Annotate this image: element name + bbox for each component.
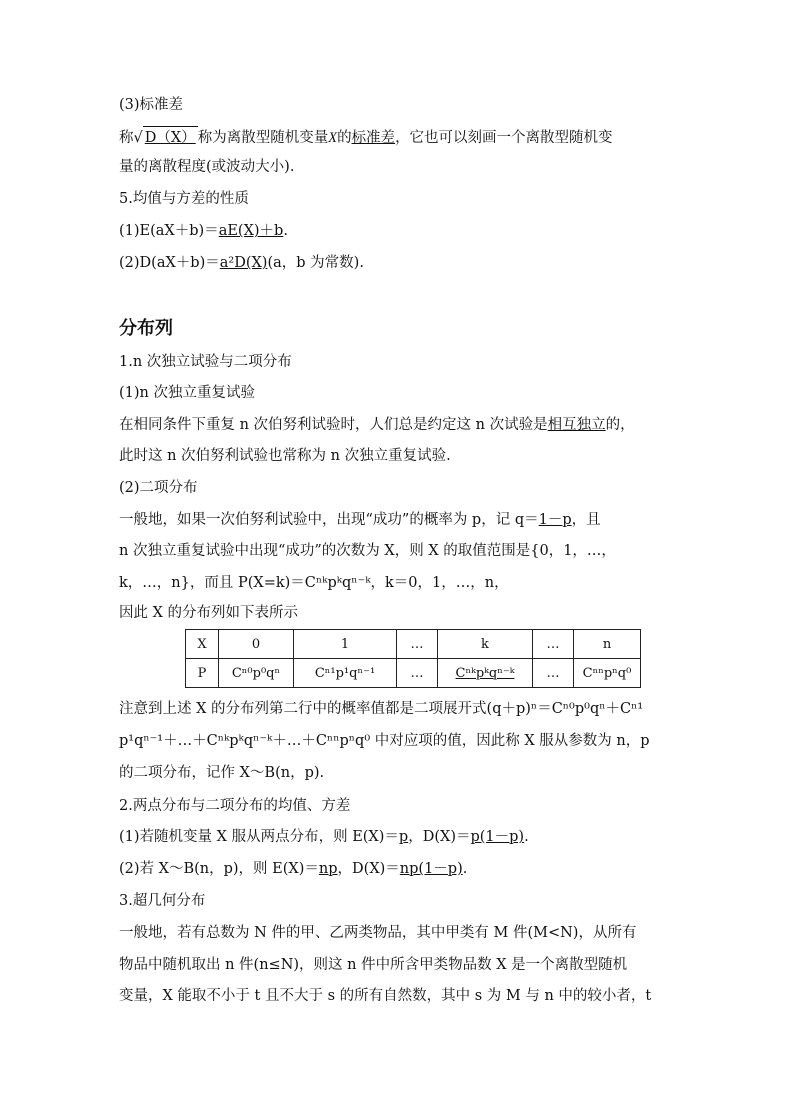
std-dev-term: 标准差 — [351, 130, 396, 146]
table-cell: … — [397, 659, 438, 688]
s1-line1 — [119, 414, 635, 436]
sec3-line1 — [119, 126, 613, 148]
s2-prop2 — [119, 858, 467, 880]
table-cell: k — [438, 630, 533, 659]
table-cell: X — [186, 630, 219, 659]
s1-sub2: (2)二项分布 — [119, 480, 198, 496]
sec3-line1-post: 的 — [337, 130, 352, 146]
sec5-prop2 — [119, 252, 364, 274]
s2-prop1-answer2: p(1－p) — [470, 829, 525, 845]
s3-line2: 物品中随机取出 n 件(n≤N)，则这 n 件中所含甲类物品数 X 是一个离散型随机 — [119, 957, 628, 973]
s2-prop1-pre: (1)若随机变量 X 服从两点分布，则 E(X)＝ — [119, 829, 399, 845]
sec3-line1-pre: 称 — [119, 130, 134, 146]
sqrt-content: D（X） — [143, 126, 198, 149]
s1-line3 — [119, 509, 601, 531]
table-cell: 0 — [219, 630, 294, 659]
sec3-line1-mid: 称为离散型随机变量 — [197, 130, 329, 146]
sec5-title: 5.均值与方差的性质 — [119, 191, 249, 207]
s1-line5: k，…，n}，而且 P(X=k)＝Cⁿᵏpᵏqⁿ⁻ᵏ，k＝0，1，…，n， — [119, 575, 509, 591]
table-cell: P — [186, 659, 219, 688]
table-cell: 1 — [294, 630, 397, 659]
table-cell: … — [397, 630, 438, 659]
distribution-table — [185, 629, 641, 688]
s2-prop1-end: . — [524, 829, 529, 845]
s1-line3-answer: 1－p — [538, 512, 572, 528]
s2-prop1-mid: ，D(X)＝ — [408, 829, 471, 845]
sec5-prop1-pre: (1)E(aX＋b)＝ — [119, 223, 219, 239]
table-cell: Cⁿ⁰p⁰qⁿ — [219, 659, 294, 688]
table-cell: n — [574, 630, 641, 659]
s1-line1-end: 的， — [605, 417, 635, 433]
s3-title: 3.超几何分布 — [119, 893, 206, 909]
s1-line2: 此时这 n 次伯努利试验也常称为 n 次独立重复试验. — [119, 448, 451, 464]
s2-prop2-end: . — [462, 861, 468, 877]
section-heading: 分布列 — [119, 318, 173, 339]
s1-line3-pre: 一般地，如果一次伯努利试验中，出现“成功”的概率为 p，记 q＝ — [119, 512, 539, 528]
s2-prop1 — [119, 826, 529, 848]
after-line1: 注意到上述 X 的分布列第二行中的概率值都是二项展开式(q＋p)ⁿ＝Cⁿ⁰p⁰qⁿ＋Cⁿ¹ — [119, 701, 644, 717]
s3-line3: 变量，X 能取不小于 t 且不大于 s 的所有自然数，其中 s 为 M 与 n 中的较小者，t — [119, 988, 652, 1004]
s1-sub1: (1)n 次独立重复试验 — [119, 385, 255, 401]
sec5-prop1-end: . — [283, 223, 288, 239]
table-cell: Cⁿᵏpᵏqⁿ⁻ᵏ — [438, 659, 533, 688]
table-cell: … — [533, 630, 574, 659]
sec5-prop1 — [119, 220, 288, 242]
table-cell: Cⁿ¹p¹qⁿ⁻¹ — [294, 659, 397, 688]
table-row — [186, 630, 641, 659]
sec5-prop2-answer: a²D(X) — [219, 255, 268, 271]
s3-line1: 一般地，若有总数为 N 件的甲、乙两类物品，其中甲类有 M 件(M<N)，从所有 — [119, 925, 637, 941]
s2-prop2-answer1: np — [318, 861, 338, 877]
after-line2: p¹qⁿ⁻¹＋…＋Cⁿᵏpᵏqⁿ⁻ᵏ＋…＋Cⁿⁿpⁿq⁰ 中对应项的值，因此称 X 服从参数为 n，p — [119, 733, 650, 749]
sqrt-sign: √ — [133, 130, 143, 146]
table-cell: Cⁿⁿpⁿq⁰ — [574, 659, 641, 688]
table-row — [186, 659, 641, 688]
s1-line1-pre: 在相同条件下重复 n 次伯努利试验时，人们总是约定这 n 次试验是 — [119, 417, 548, 433]
s1-line1-answer: 相互独立 — [547, 417, 606, 433]
s2-prop1-answer1: p — [398, 829, 409, 845]
sec5-prop1-answer: aE(X)＋b — [218, 223, 284, 239]
s1-line6: 因此 X 的分布列如下表所示 — [119, 605, 299, 621]
sec3-line2: 量的离散程度(或波动大小). — [119, 159, 295, 175]
s2-title: 2.两点分布与二项分布的均值、方差 — [119, 798, 351, 814]
after-line3: 的二项分布，记作 X～B(n，p). — [119, 765, 325, 781]
sec3-title: (3)标准差 — [119, 97, 184, 113]
s1-line4: n 次独立重复试验中出现“成功”的次数为 X，则 X 的取值范围是{0，1，…， — [119, 543, 616, 559]
s2-prop2-answer2: np(1－p) — [399, 861, 463, 877]
var-x: X — [328, 130, 338, 146]
sec3-line1-end: ，它也可以刻画一个离散型随机变 — [395, 130, 613, 146]
s2-prop2-mid: ，D(X)＝ — [337, 861, 400, 877]
table-cell: … — [533, 659, 574, 688]
sec5-prop2-pre: (2)D(aX＋b)＝ — [119, 255, 220, 271]
sec5-prop2-end: (a，b 为常数). — [267, 255, 364, 271]
s2-prop2-pre: (2)若 X～B(n，p)，则 E(X)＝ — [119, 861, 319, 877]
s1-title: 1.n 次独立试验与二项分布 — [119, 354, 292, 370]
s1-line3-end: ，且 — [571, 512, 601, 528]
